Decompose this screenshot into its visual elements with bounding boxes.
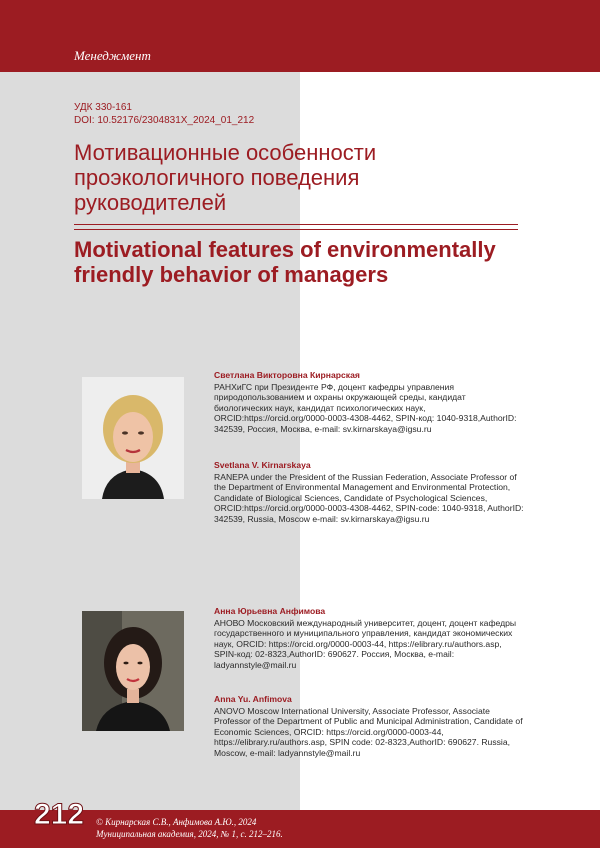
author-name: Анна Юрьевна Анфимова bbox=[214, 606, 326, 616]
article-title-en: Motivational features of environmentally friendly behavior of managers bbox=[74, 237, 496, 287]
author-affiliation: RANEPA under the President of the Russian Federation, Associate Professor of the Department of Environmental Management and Environmental Protection, Candidate of Biological Sciences, Candidate of Psychological Sciences, ORCID:https://orcid.org/0000-0003-4308-4462, SPIN-code: 1040-9318, AuthorID: 342539, Russia, Moscow e-mail: sv.kirnarskaya@igsu.ru bbox=[214, 471, 524, 524]
doi: DOI: 10.52176/2304831X_2024_01_212 bbox=[74, 115, 255, 126]
author-1-ru bbox=[214, 370, 524, 435]
author-1-en bbox=[214, 460, 524, 525]
author-2-en bbox=[214, 694, 524, 759]
portrait-illustration bbox=[82, 377, 184, 499]
copyright-line: © Кирнарская С.В., Анфимова А.Ю., 2024 bbox=[96, 817, 257, 827]
author-photo-anfimova bbox=[82, 611, 184, 731]
footer-band bbox=[0, 810, 600, 848]
udk-code: УДК 330-161 bbox=[74, 102, 132, 113]
title-divider-bottom bbox=[74, 229, 518, 230]
section-label: Менеджмент bbox=[74, 48, 151, 63]
author-affiliation: РАНХиГС при Президенте РФ, доцент кафедры управления природопользованием и охраны окружающей среды, кандидат биологических наук, кандидат психологических наук, ORCID:https://orcid.org/0000-0003-4308-4462, SPIN-код: 1040-9318,AuthorID: 342539, Россия, Москва, e-mail: sv.kirnarskaya@igsu.ru bbox=[214, 381, 517, 434]
author-affiliation: АНОВО Московский международный университет, доцент, доцент кафедры государственного и муниципального управления, кандидат экономических наук, ORCID: https://orcid.org/0000-0003-44, https://elibrary.ru/authors.asp, SPIN-код: 02-8323,AuthorID: 690627. Россия, Москва, e-mail: ladyannstyle@mail.ru bbox=[214, 617, 517, 670]
title-divider-top bbox=[74, 224, 518, 225]
author-2-ru bbox=[214, 606, 524, 671]
author-photo-kirnarskaya bbox=[82, 377, 184, 499]
author-affiliation: ANOVO Moscow International University, Associate Professor, Associate Professor of the Department of Public and Municipal Administration, Candidate of Economic Sciences, ORCID: https://orcid.org/0000-0003-44, https://elibrary.ru/authors.asp, SPIN code: 02-8323,AuthorID: 690627. Russia, Moscow, e-mail: ladyannstyle@mail.ru bbox=[214, 705, 523, 758]
portrait-illustration bbox=[82, 611, 184, 731]
journal-citation: Муниципальная академия, 2024, № 1, с. 212–216. bbox=[96, 829, 283, 839]
page-number: 212 bbox=[34, 798, 85, 831]
author-name: Svetlana V. Kirnarskaya bbox=[214, 460, 311, 470]
author-name: Anna Yu. Anfimova bbox=[214, 694, 292, 704]
author-name: Светлана Викторовна Кирнарская bbox=[214, 370, 360, 380]
article-title-ru: Мотивационные особенности проэкологичного поведения руководителей bbox=[74, 140, 377, 215]
